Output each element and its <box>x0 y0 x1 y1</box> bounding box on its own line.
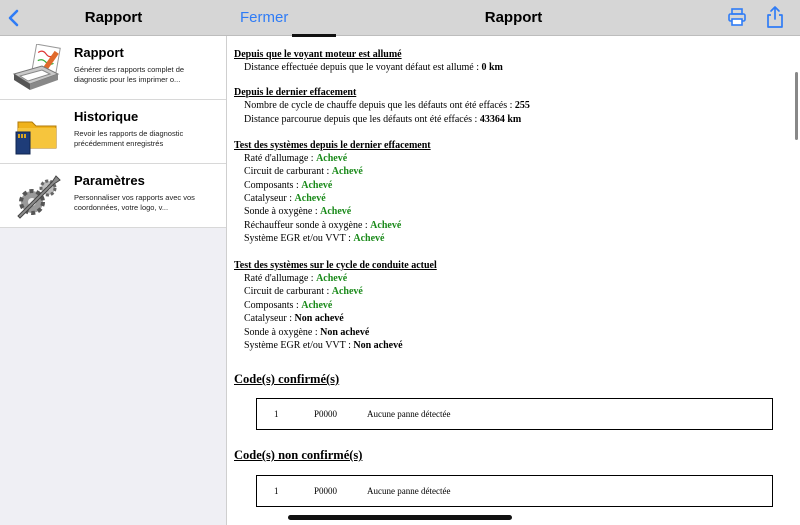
test-label: Composants : <box>244 300 299 311</box>
test-label: Sonde à oxygène : <box>244 206 318 217</box>
test-status: Achevé <box>320 206 352 217</box>
sidebar-item-desc: Générer des rapports complet de diagnostic pour les imprimer o... <box>74 65 185 84</box>
test-status: Non achevé <box>353 340 403 351</box>
test-row <box>244 313 344 324</box>
test-label: Composants : <box>244 180 299 191</box>
test-label: Raté d'allumage : <box>244 273 314 284</box>
test-label: Sonde à oxygène : <box>244 327 318 338</box>
test-row <box>244 206 351 217</box>
unconfirmed-code-row <box>256 475 773 507</box>
test-row <box>244 273 347 284</box>
test-status: Achevé <box>331 166 363 177</box>
report-content[interactable] <box>227 37 800 525</box>
sidebar <box>0 36 227 525</box>
code-index: 1 <box>274 409 279 419</box>
close-button[interactable]: Fermer <box>240 9 289 26</box>
report-line <box>244 100 530 111</box>
unconfirmed-codes-heading: Code(s) non confirmé(s) <box>234 448 363 462</box>
sidebar-item-desc: Revoir les rapports de diagnostic précédemment enregistrés <box>74 129 184 148</box>
test-status: Achevé <box>294 193 326 204</box>
section-heading: Test des systèmes depuis le dernier effacement <box>234 140 431 151</box>
test-status: Achevé <box>316 153 348 164</box>
home-indicator[interactable] <box>288 515 512 520</box>
test-row <box>244 340 403 351</box>
test-row <box>244 300 332 311</box>
confirmed-codes-heading: Code(s) confirmé(s) <box>234 372 340 386</box>
test-row <box>244 166 363 177</box>
line-value: 0 km <box>481 62 503 73</box>
code-description: Aucune panne détectée <box>367 486 451 496</box>
test-status: Achevé <box>331 286 363 297</box>
confirmed-code-row <box>256 398 773 430</box>
test-row <box>244 327 369 338</box>
section-heading: Test des systèmes sur le cycle de conduite actuel <box>234 260 437 271</box>
test-label: Réchauffeur sonde à oxygène : <box>244 220 368 231</box>
test-row <box>244 220 401 231</box>
test-status: Achevé <box>370 220 402 231</box>
sidebar-item-desc: Personnaliser vos rapports avec vos coordonnées, votre logo, v... <box>74 193 195 212</box>
sidebar-navbar <box>0 0 227 36</box>
test-status: Achevé <box>301 300 333 311</box>
sidebar-item-rapport[interactable] <box>0 36 226 100</box>
test-row <box>244 286 363 297</box>
test-status: Achevé <box>316 273 348 284</box>
test-label: Système EGR et/ou VVT : <box>244 340 351 351</box>
line-value: 255 <box>514 100 530 111</box>
test-row <box>244 233 384 244</box>
code-description: Aucune panne détectée <box>367 409 451 419</box>
sidebar-item-title: Paramètres <box>74 173 145 188</box>
line-label: Distance parcourue depuis que les défauts ont été effacés : <box>244 114 478 125</box>
test-status: Achevé <box>353 233 385 244</box>
line-value: 43364 km <box>479 114 522 125</box>
printer-icon[interactable] <box>727 7 747 27</box>
test-label: Circuit de carburant : <box>244 286 330 297</box>
test-label: Raté d'allumage : <box>244 153 314 164</box>
test-label: Circuit de carburant : <box>244 166 330 177</box>
section-heading: Depuis le dernier effacement <box>234 87 357 98</box>
test-label: Catalyseur : <box>244 193 293 204</box>
test-status: Achevé <box>301 180 333 191</box>
line-label: Distance effectuée depuis que le voyant défaut est allumé : <box>244 62 479 73</box>
section-heading: Depuis que le voyant moteur est allumé <box>234 49 402 60</box>
report-title: Rapport <box>484 9 543 26</box>
sidebar-item-parametres[interactable] <box>0 164 226 228</box>
share-icon[interactable] <box>765 5 785 29</box>
line-label: Nombre de cycle de chauffe depuis que les défauts ont été effacés : <box>244 100 513 111</box>
report-line <box>244 62 503 73</box>
test-label: Catalyseur : <box>244 313 293 324</box>
test-row <box>244 193 326 204</box>
code-id: P0000 <box>314 409 338 419</box>
report-line <box>244 114 521 125</box>
test-row <box>244 153 347 164</box>
gears-wrench-icon <box>12 172 64 220</box>
sidebar-title: Rapport <box>84 9 143 26</box>
report-printer-icon <box>12 44 64 92</box>
test-status: Non achevé <box>320 327 370 338</box>
code-id: P0000 <box>314 486 338 496</box>
test-label: Système EGR et/ou VVT : <box>244 233 351 244</box>
folder-sdcard-icon <box>12 108 64 156</box>
test-status: Non achevé <box>294 313 344 324</box>
sidebar-item-historique[interactable] <box>0 100 226 164</box>
report-navbar <box>227 0 800 36</box>
test-row <box>244 180 332 191</box>
scrollbar[interactable] <box>795 72 798 140</box>
code-index: 1 <box>274 486 279 496</box>
sidebar-item-title: Rapport <box>74 45 124 60</box>
sidebar-item-title: Historique <box>74 109 139 124</box>
